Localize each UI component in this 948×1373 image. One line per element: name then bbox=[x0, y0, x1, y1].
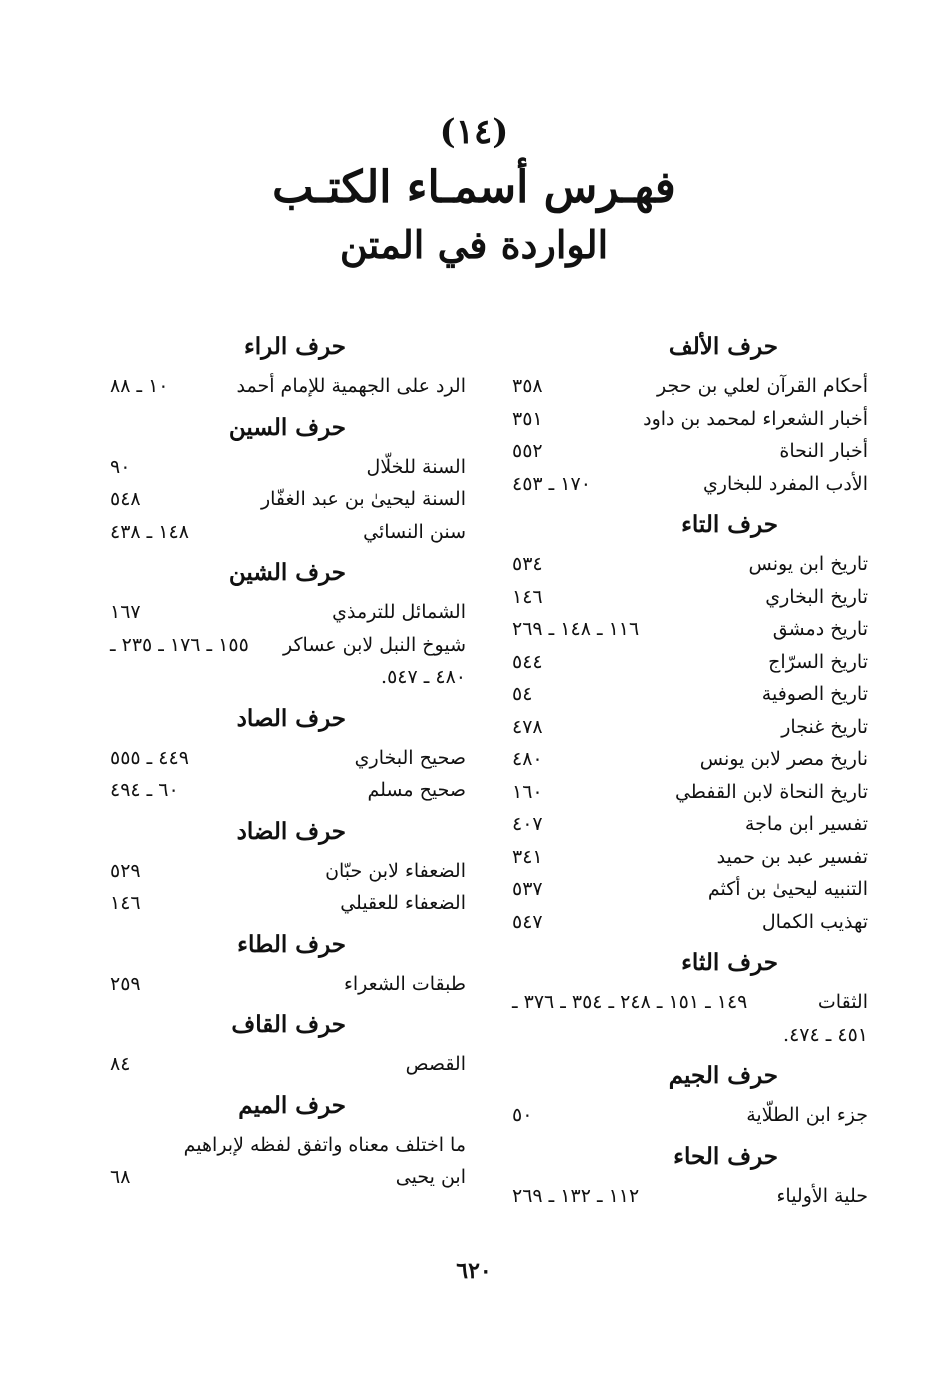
page-refs: ٥٠ bbox=[512, 1104, 533, 1126]
index-entry bbox=[512, 986, 868, 1019]
book-title: السنة ليحيىٰ بن عبد الغفّار bbox=[260, 488, 466, 510]
page-refs: ٥٥٢ bbox=[512, 440, 543, 462]
book-title: الرد على الجهمية للإمام أحمد bbox=[236, 375, 466, 397]
book-title: أخبار الشعراء لمحمد بن داود bbox=[643, 407, 868, 430]
book-title: شيوخ النبل لابن عساكر bbox=[283, 633, 466, 656]
index-entry bbox=[110, 1161, 466, 1194]
page-refs: ٥٤٨ bbox=[110, 488, 141, 510]
index-entry bbox=[110, 629, 466, 662]
index-entry bbox=[512, 743, 868, 776]
page-refs: ٤٤٩ ـ ٥٥٥ bbox=[110, 746, 189, 769]
page-refs: ٥٤٤ bbox=[512, 650, 543, 673]
index-entry bbox=[512, 646, 868, 679]
page-refs: ١٦٠ bbox=[512, 780, 543, 803]
page-refs: ١١٦ ـ ١٤٨ ـ ٢٦٩ bbox=[512, 618, 640, 640]
index-entry bbox=[512, 468, 868, 501]
book-title: ابن يحيى bbox=[395, 1166, 466, 1188]
index-entry bbox=[512, 370, 868, 403]
book-title: الشمائل للترمذي bbox=[332, 601, 466, 623]
page-refs: ٦٨ bbox=[110, 1166, 131, 1188]
book-title: تاريخ البخاري bbox=[765, 585, 868, 608]
section-heading: حرف الراء bbox=[243, 333, 346, 360]
index-entry bbox=[110, 370, 466, 403]
page-refs: ٣٤١ bbox=[512, 845, 543, 868]
page-number: ٦٢٠ bbox=[456, 1258, 492, 1284]
index-entry bbox=[110, 516, 466, 549]
page-refs: ١١٢ ـ ١٣٢ ـ ٢٦٩ bbox=[512, 1184, 640, 1207]
book-title: الضعفاء للعقيلي bbox=[340, 892, 466, 914]
book-title: أخبار النحاة bbox=[779, 440, 868, 462]
book-title: التنبيه ليحيىٰ بن أكثم bbox=[707, 878, 868, 900]
page-refs: ٣٥٨ bbox=[512, 375, 543, 397]
index-subtitle: الواردة في المتن bbox=[339, 222, 609, 267]
index-entry bbox=[512, 403, 868, 436]
index-entry bbox=[512, 776, 868, 809]
book-title: تاريخ الصوفية bbox=[761, 683, 868, 705]
index-entry bbox=[110, 451, 466, 484]
book-title: طبقات الشعراء bbox=[343, 972, 466, 995]
page-refs: ١٠ ـ ٨٨ bbox=[110, 375, 169, 397]
page-refs: ٥٢٩ bbox=[110, 859, 141, 882]
book-title: تفسير ابن ماجة bbox=[744, 813, 868, 835]
book-title: حلية الأولياء bbox=[776, 1184, 868, 1207]
index-entry bbox=[512, 678, 868, 711]
book-title: السنة للخلّال bbox=[366, 455, 466, 478]
page-refs-continued-text: ٤٨٠ ـ ٥٤٧. bbox=[381, 666, 466, 688]
index-number: (١٤) bbox=[439, 112, 509, 152]
section-heading: حرف الألف bbox=[668, 333, 778, 360]
index-entry bbox=[512, 435, 868, 468]
index-entry bbox=[110, 742, 466, 775]
book-title: ما اختلف معناه واتفق لفظه لإبراهيم bbox=[183, 1133, 466, 1156]
index-entry bbox=[110, 483, 466, 516]
page-refs: ١٤٩ ـ ١٥١ ـ ٢٤٨ ـ ٣٥٤ ـ ٣٧٦ ـ bbox=[512, 991, 748, 1013]
book-title: الضعفاء لابن حبّان bbox=[325, 859, 466, 882]
section-heading: حرف الميم bbox=[238, 1091, 346, 1119]
section-heading: حرف الطاء bbox=[237, 930, 346, 958]
index-entry bbox=[512, 808, 868, 841]
page-refs: ١٧٠ ـ ٤٥٣ bbox=[512, 472, 591, 495]
book-title: أحكام القرآن لعلي بن حجر bbox=[657, 375, 868, 397]
index-entry bbox=[110, 1129, 466, 1162]
page-refs: ٩٠ bbox=[110, 455, 131, 478]
book-title: تاريخ ابن يونس bbox=[748, 553, 868, 575]
index-entry bbox=[512, 873, 868, 906]
page-refs: ٤٧٨ bbox=[512, 715, 543, 738]
page-refs-continued bbox=[512, 1019, 868, 1052]
page-refs: ٦٠ ـ ٤٩٤ bbox=[110, 779, 179, 801]
book-title: تاريخ غنجار bbox=[781, 715, 868, 738]
page-refs: ١٥٥ ـ ١٧٦ ـ ٢٣٥ ـ bbox=[110, 633, 249, 656]
page-refs-continued-text: ٤٥١ ـ ٤٧٤. bbox=[783, 1023, 868, 1046]
book-title: تاريخ النحاة لابن القفطي bbox=[674, 780, 868, 803]
book-title: تفسير عبد بن حميد bbox=[716, 845, 868, 868]
page-refs: ٣٥١ bbox=[512, 407, 543, 430]
section-heading: حرف الصاد bbox=[236, 704, 346, 732]
index-entry bbox=[512, 581, 868, 614]
index-entry bbox=[110, 1048, 466, 1081]
book-title: الأدب المفرد للبخاري bbox=[702, 472, 868, 495]
page-refs: ١٤٦ bbox=[110, 892, 141, 914]
book-title: تاريخ السرّاج bbox=[768, 650, 868, 673]
book-title: سنن النسائي bbox=[363, 520, 466, 543]
left-column bbox=[110, 322, 466, 1194]
book-title: تاريخ دمشق bbox=[772, 618, 868, 640]
index-entry bbox=[110, 855, 466, 888]
index-entry bbox=[110, 968, 466, 1001]
page-refs: ١٤٨ ـ ٤٣٨ bbox=[110, 520, 189, 543]
page-refs: ٥٣٧ bbox=[512, 878, 543, 900]
index-entry bbox=[512, 711, 868, 744]
book-title: الثقات bbox=[817, 991, 868, 1013]
page-refs: ٨٤ bbox=[110, 1053, 131, 1075]
section-heading: حرف القاف bbox=[231, 1011, 346, 1038]
section-heading: حرف الجيم bbox=[668, 1062, 778, 1089]
book-title: ناريخ مصر لابن يونس bbox=[699, 748, 868, 770]
book-title: القصص bbox=[405, 1053, 466, 1075]
page-refs: ٤٨٠ bbox=[512, 748, 543, 770]
page-refs: ٤٠٧ bbox=[512, 813, 543, 835]
section-heading: حرف الضاد bbox=[236, 817, 346, 845]
section-heading: حرف الثاء bbox=[681, 949, 778, 976]
index-entry bbox=[512, 1180, 868, 1213]
page-refs: ٥٣٤ bbox=[512, 553, 543, 575]
page-refs: ١٦٧ bbox=[110, 601, 141, 623]
book-title: جزء ابن الطلّاية bbox=[746, 1104, 868, 1126]
book-title: صحيح البخاري bbox=[354, 746, 466, 769]
index-title: فهـرس أسمـاء الكتـب bbox=[272, 162, 676, 213]
section-heading: حرف التاء bbox=[681, 511, 778, 538]
index-entry bbox=[110, 596, 466, 629]
right-column bbox=[512, 322, 868, 1212]
index-entry bbox=[512, 841, 868, 874]
page-refs: ١٤٦ bbox=[512, 585, 543, 608]
index-entry bbox=[512, 906, 868, 939]
page-refs-continued bbox=[110, 661, 466, 694]
index-entry bbox=[512, 548, 868, 581]
page-header bbox=[0, 110, 948, 272]
index-entry bbox=[110, 887, 466, 920]
index-entry bbox=[512, 613, 868, 646]
index-entry bbox=[512, 1099, 868, 1132]
index-entry bbox=[110, 774, 466, 807]
book-title: صحيح مسلم bbox=[367, 779, 466, 801]
page-refs: ٥٤٧ bbox=[512, 910, 543, 933]
page-refs: ٥٤ bbox=[512, 683, 533, 705]
section-heading: حرف الشين bbox=[228, 559, 346, 586]
book-title: تهذيب الكمال bbox=[761, 910, 868, 933]
section-heading: حرف الحاء bbox=[673, 1142, 778, 1170]
page-refs: ٢٥٩ bbox=[110, 972, 141, 995]
section-heading: حرف السين bbox=[228, 413, 346, 441]
